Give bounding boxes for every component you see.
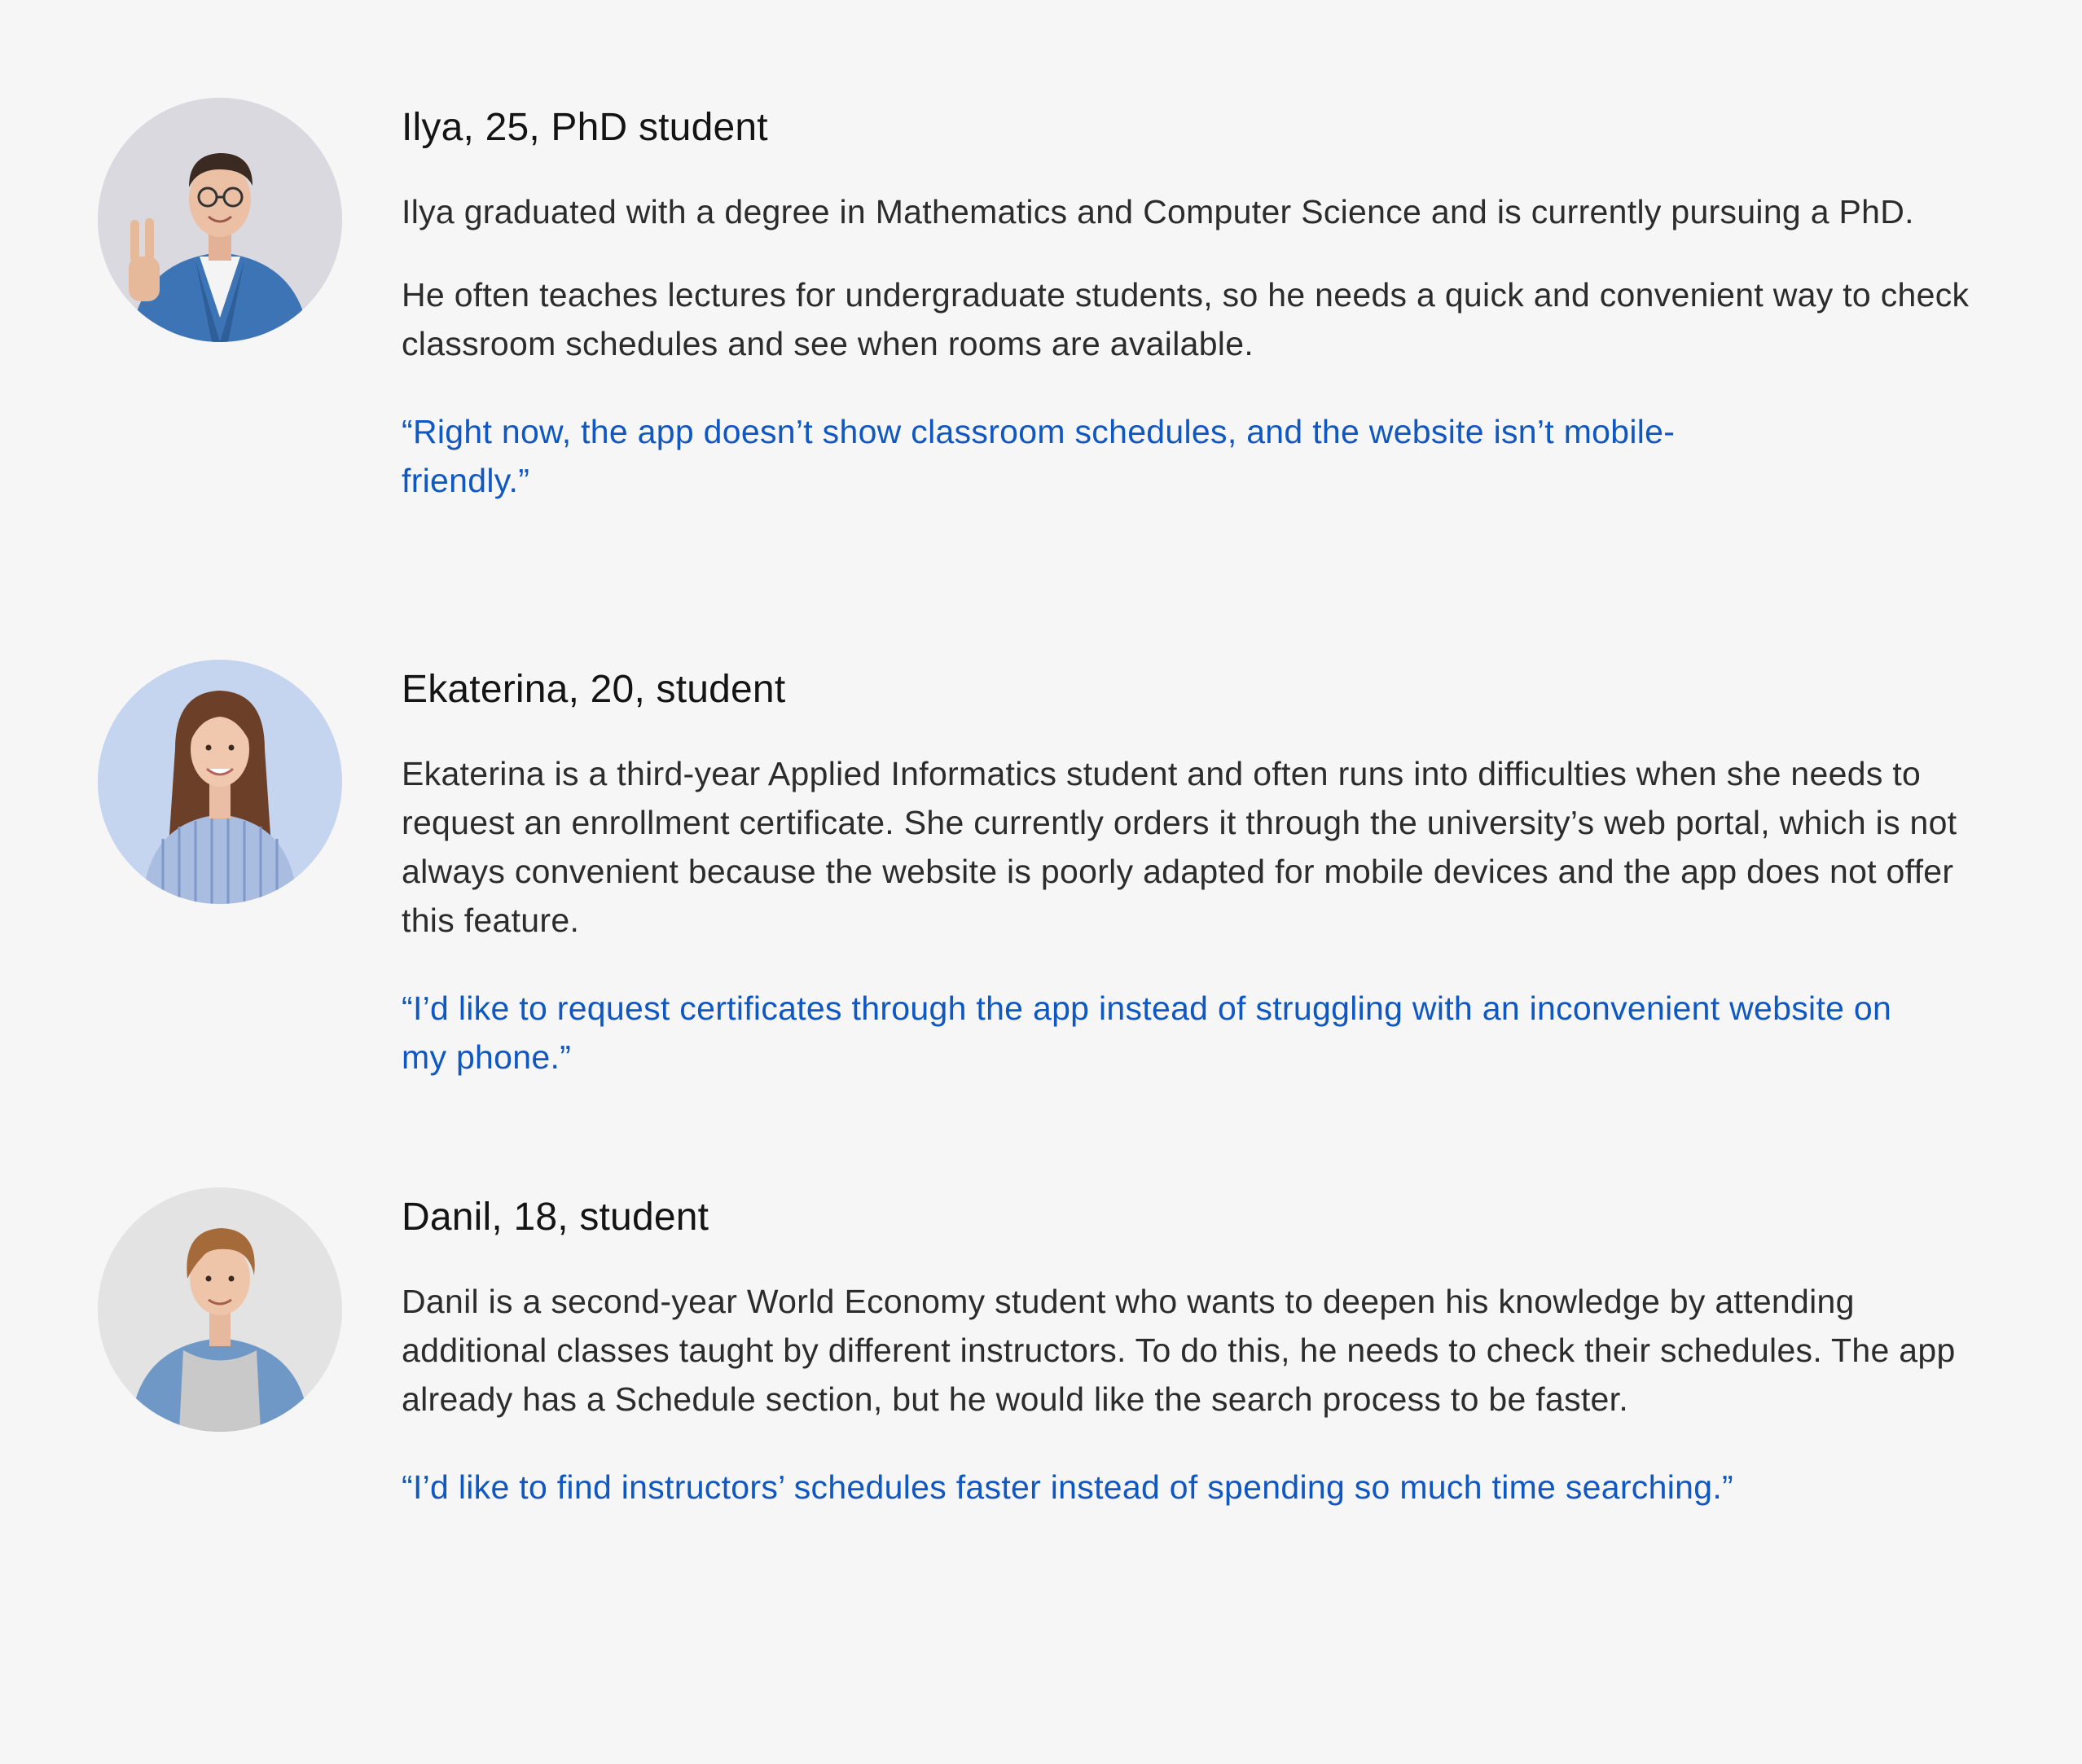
persona-name: Ekaterina, 20, student xyxy=(402,668,786,711)
persona-description: Ilya graduated with a degree in Mathematics and Computer Science and is currently pursuing a PhD. xyxy=(402,193,1914,230)
persona-description: He often teaches lectures for undergraduate students, so he needs a quick and convenient way to check classroom schedules and see when rooms are available. xyxy=(402,276,1970,362)
avatar-photo-ilya xyxy=(98,98,342,342)
persona-content xyxy=(402,103,1998,505)
persona-description: Danil is a second-year World Economy student who wants to deepen his knowledge by attending additional classes taught by different instructors. To do this, he needs to check their schedules. The app already has a Schedule section, but he would like the search process to be faster. xyxy=(402,1283,1956,1418)
persona-content xyxy=(402,665,1998,1082)
avatar-photo-ekaterina xyxy=(98,660,342,904)
persona-quote: “I’d like to request certificates through the app instead of struggling with an inconvenient website on my phone.” xyxy=(402,990,1892,1076)
avatar xyxy=(98,660,342,904)
avatar-photo-danil xyxy=(98,1187,342,1432)
persona-description: Ekaterina is a third-year Applied Informatics student and often runs into difficulties when she needs to request an enrollment certificate. She currently orders it through the university’s web portal, which is not always convenient because the website is poorly adapted for mobile devices and the app does not offer this feature. xyxy=(402,755,1957,939)
persona-name: Ilya, 25, PhD student xyxy=(402,106,768,149)
avatar xyxy=(98,98,342,342)
persona-quote: “I’d like to find instructors’ schedules faster instead of spending so much time searching.” xyxy=(402,1468,1733,1506)
avatar xyxy=(98,1187,342,1432)
persona-content xyxy=(402,1193,1998,1512)
persona-quote: “Right now, the app doesn’t show classroom schedules, and the website isn’t mobile-friendly.” xyxy=(402,413,1676,499)
persona-name: Danil, 18, student xyxy=(402,1196,709,1239)
